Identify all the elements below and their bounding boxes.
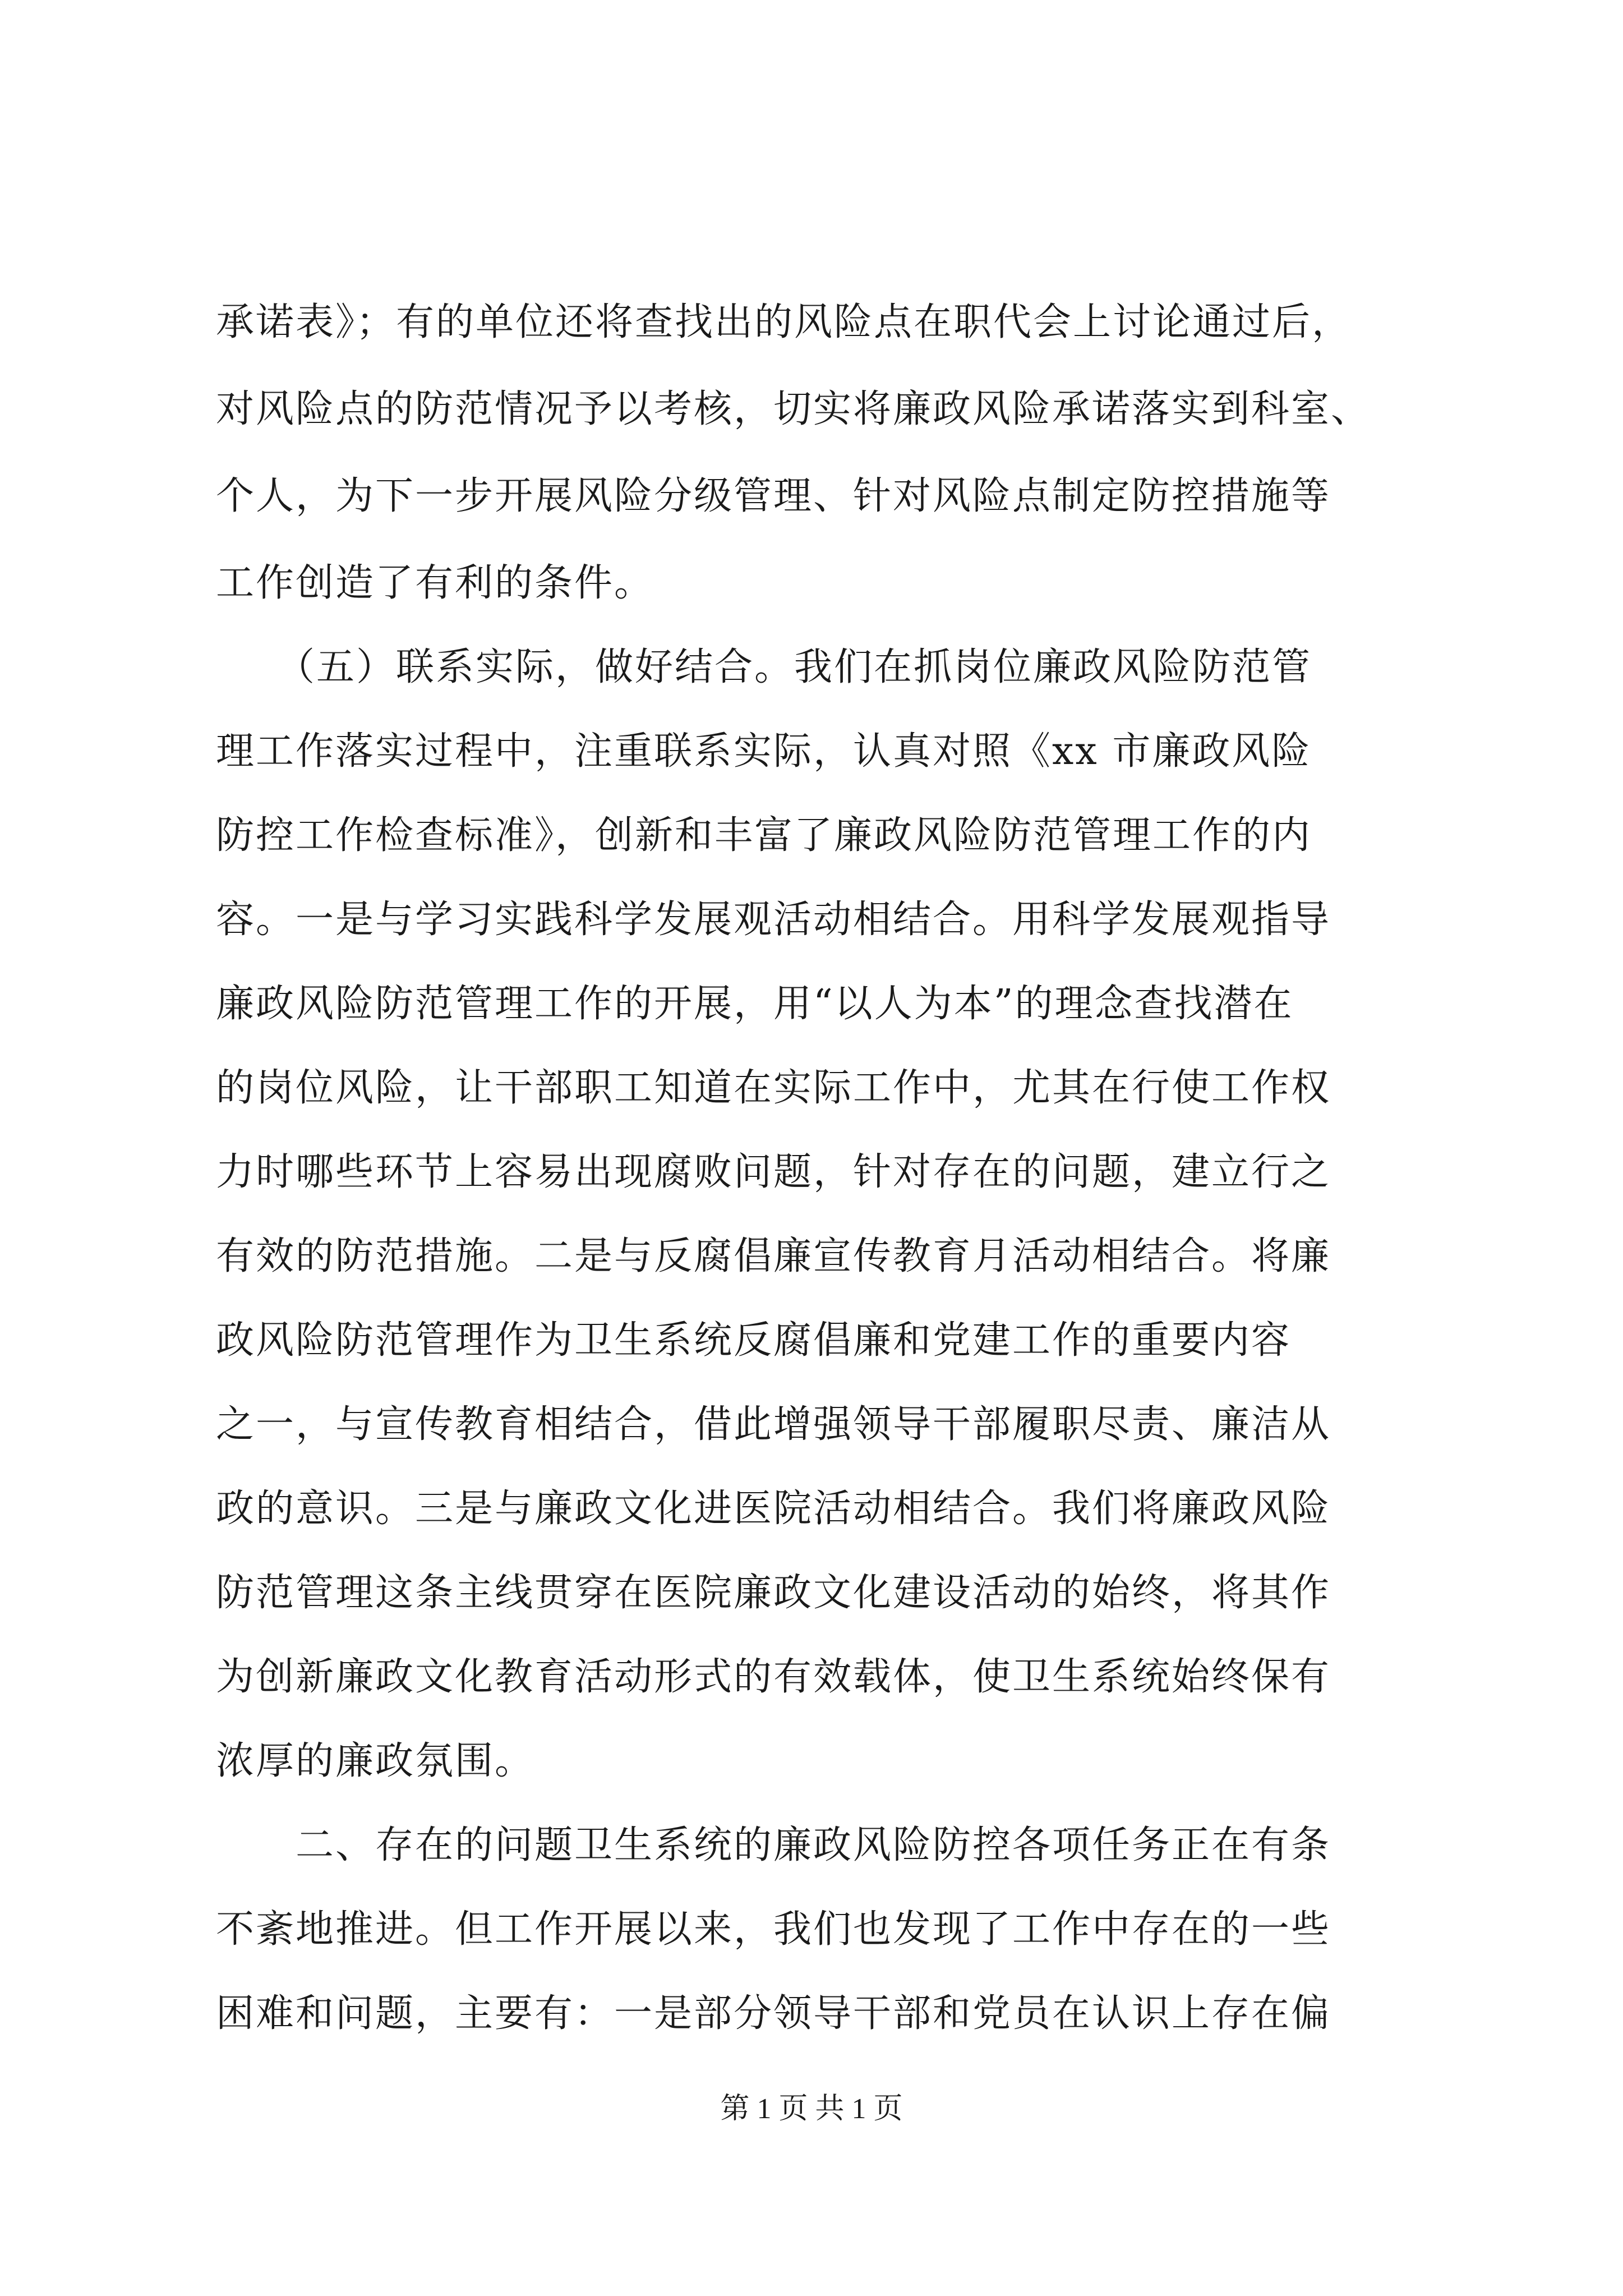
body-text-line: 承诺表》；有的单位还将查找出的风险点在职代会上讨论通过后， xyxy=(216,300,1352,344)
body-text-line: 浓厚的廉政氛围。 xyxy=(216,1739,535,1783)
body-text-line: 工作创造了有利的条件。 xyxy=(216,561,654,605)
body-text-line: 为创新廉政文化教育活动形式的有效载体，使卫生系统始终保有 xyxy=(216,1655,1331,1699)
body-text-line: （五）联系实际，做好结合。我们在抓岗位廉政风险防范管 xyxy=(216,645,1312,689)
body-text-line: 有效的防范措施。二是与反腐倡廉宣传教育月活动相结合。将廉 xyxy=(216,1234,1331,1278)
body-text-line: 不紊地推进。但工作开展以来，我们也发现了工作中存在的一些 xyxy=(216,1907,1331,1952)
body-text-line: 防范管理这条主线贯穿在医院廉政文化建设活动的始终，将其作 xyxy=(216,1571,1331,1615)
body-text-line: 政风险防范管理作为卫生系统反腐倡廉和党建工作的重要内容 xyxy=(216,1318,1292,1363)
body-text-line: 力时哪些环节上容易出现腐败问题，针对存在的问题，建立行之 xyxy=(216,1150,1331,1194)
body-text-line: 理工作落实过程中，注重联系实际，认真对照《xx 市廉政风险 xyxy=(216,729,1312,774)
body-text-line: 困难和问题，主要有：一是部分领导干部和党员在认识上存在偏 xyxy=(216,1991,1331,2036)
body-text-line: 容。一是与学习实践科学发展观活动相结合。用科学发展观指导 xyxy=(216,898,1331,942)
body-text-line: 的岗位风险，让干部职工知道在实际工作中，尤其在行使工作权 xyxy=(216,1066,1331,1110)
body-text-line: 个人，为下一步开展风险分级管理、针对风险点制定防控措施等 xyxy=(216,474,1331,518)
body-text-line: 防控工作检查标准》，创新和丰富了廉政风险防范管理工作的内 xyxy=(216,813,1312,858)
body-text-line: 对风险点的防范情况予以考核，切实将廉政风险承诺落实到科室、 xyxy=(216,387,1371,431)
body-text-line: 二、存在的问题卫生系统的廉政风险防控各项任务正在有条 xyxy=(216,1823,1331,1867)
body-text-line: 政的意识。三是与廉政文化进医院活动相结合。我们将廉政风险 xyxy=(216,1487,1331,1531)
page-number-footer: 第 1 页 共 1 页 xyxy=(720,2093,903,2125)
body-text-line: 之一，与宣传教育相结合，借此增强领导干部履职尽责、廉洁从 xyxy=(216,1402,1331,1447)
body-text-line: 廉政风险防范管理工作的开展，用“以人为本”的理念查找潜在 xyxy=(216,982,1294,1026)
